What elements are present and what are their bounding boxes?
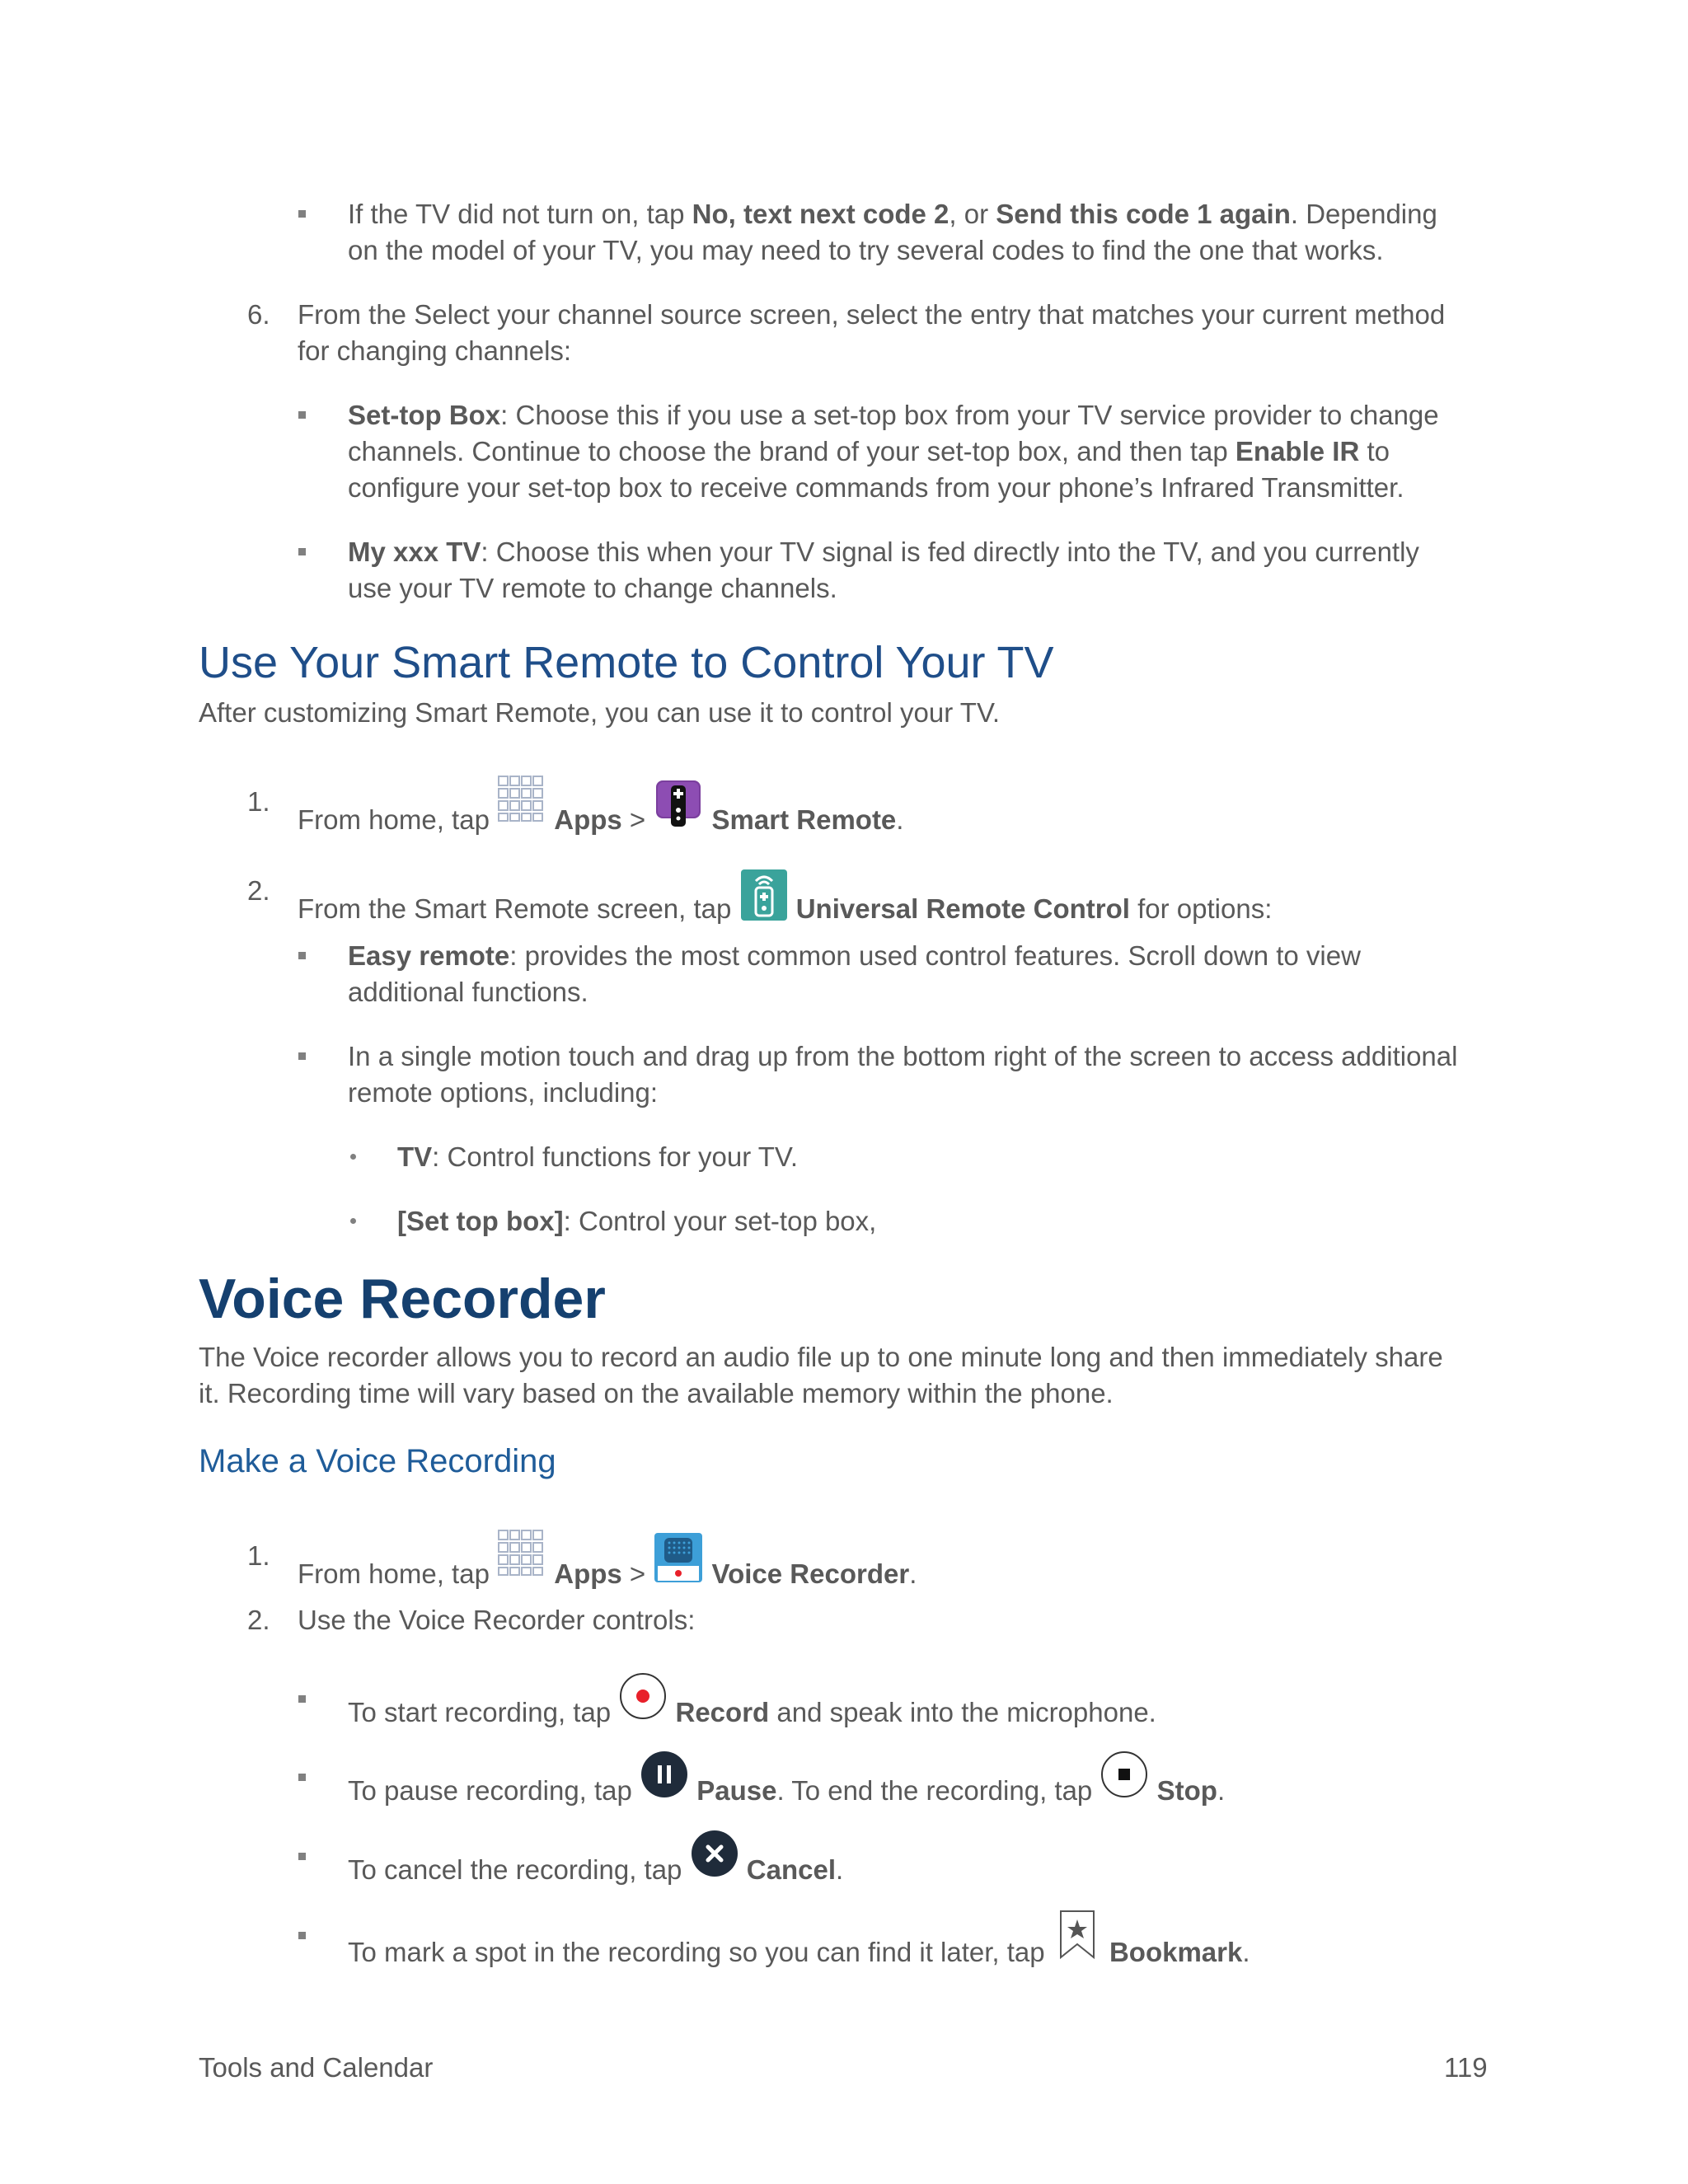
stop-icon	[1100, 1750, 1149, 1799]
step-1-voice-recorder: From home, tap Apps > Voice Recorder.	[298, 1538, 917, 1592]
bullet-marker	[298, 1774, 306, 1781]
step-1-smart-remote: From home, tap Apps > Smart Remote.	[298, 784, 903, 838]
step-number: 2.	[247, 875, 270, 906]
bullet-marker	[298, 1853, 306, 1860]
cancel-icon	[690, 1829, 739, 1878]
bullet-marker	[298, 952, 306, 959]
apps-grid-icon	[497, 1528, 546, 1582]
bullet-marker	[298, 210, 306, 218]
sub-bullet-tv: TV: Control functions for your TV.	[397, 1141, 799, 1172]
voice-recorder-intro: The Voice recorder allows you to record an audio file up to one minute long and then immediately share it. Recording time will vary based on the available memory within the phone.	[199, 1342, 1443, 1408]
bullet-pause-stop: To pause recording, tap Pause. To end the recording, tap Stop.	[348, 1760, 1225, 1809]
bookmark-icon	[1053, 1908, 1102, 1961]
footer-section-name: Tools and Calendar	[199, 2052, 434, 2083]
bullet-marker	[298, 1052, 306, 1060]
bullet-marker	[298, 548, 306, 555]
section-heading-smart-remote: Use Your Smart Remote to Control Your TV	[199, 638, 1054, 687]
step-number: 2.	[247, 1605, 270, 1635]
bullet-cancel: To cancel the recording, tap Cancel.	[348, 1839, 843, 1888]
smart-remote-icon	[653, 777, 704, 830]
step-2-smart-remote: From the Smart Remote screen, tap Universal Remote Control for options:	[298, 873, 1272, 927]
voice-recorder-icon	[653, 1531, 704, 1584]
page-number: 119	[1444, 2052, 1488, 2083]
sub-bullet-set-top-box: [Set top box]: Control your set-top box,	[397, 1206, 877, 1236]
apps-grid-icon	[497, 774, 546, 828]
step-2-voice-recorder: Use the Voice Recorder controls:	[298, 1605, 696, 1635]
subheading-make-voice-recording: Make a Voice Recording	[199, 1443, 556, 1479]
record-icon	[618, 1671, 668, 1721]
bullet-easy-remote: Easy remote: provides the most common used control features. Scroll down to view additional functions.	[348, 940, 1361, 1007]
bullet-tv-not-on: If the TV did not turn on, tap No, text next code 2, or Send this code 1 again. Depending on the model of your TV, you may need to try several codes to find the one that works.	[348, 199, 1437, 265]
step-6-text: From the Select your channel source screen, select the entry that matches your current method for changing channels:	[298, 299, 1446, 366]
universal-remote-icon	[739, 868, 789, 922]
pause-icon	[640, 1750, 689, 1799]
sub-bullet-marker	[350, 1154, 356, 1160]
bullet-marker	[298, 1695, 306, 1703]
sub-bullet-marker	[350, 1218, 356, 1224]
bullet-marker	[298, 411, 306, 419]
bullet-single-motion: In a single motion touch and drag up from the bottom right of the screen to access additional remote options, including:	[348, 1041, 1458, 1108]
bullet-set-top-box: Set-top Box: Choose this if you use a set-top box from your TV service provider to change channels. Continue to choose the brand of your set-top box, and then tap Enable IR to configure your set-top box to receive commands from your phone’s Infrared Transmitter.	[348, 400, 1439, 503]
bullet-bookmark: To mark a spot in the recording so you can find it later, tap Bookmark.	[348, 1918, 1250, 1971]
bullet-record: To start recording, tap Record and speak into the microphone.	[348, 1681, 1156, 1731]
bullet-marker	[298, 1932, 306, 1939]
step-number: 1.	[247, 786, 270, 817]
bullet-my-xxx-tv: My xxx TV: Choose this when your TV signal is fed directly into the TV, and you currently use your TV remote to change channels.	[348, 537, 1419, 603]
step-number: 6.	[247, 299, 270, 330]
section-intro: After customizing Smart Remote, you can use it to control your TV.	[199, 697, 1001, 728]
section-heading-voice-recorder: Voice Recorder	[199, 1268, 606, 1330]
step-number: 1.	[247, 1540, 270, 1571]
